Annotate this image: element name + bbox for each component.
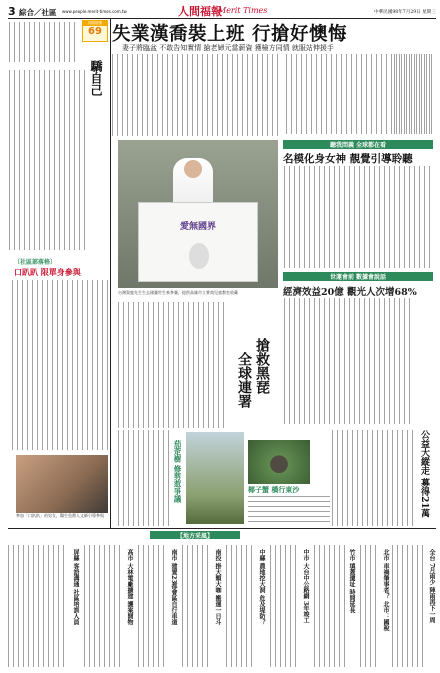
bottom-item-2: 北市 車禍肇事者？ 北市：國稅 [382,549,389,632]
bottom-text [314,545,346,667]
left-photo-caption: 參加「口趴趴」的男女，醫生免費人文師引導參與 [16,513,104,518]
left-box-title: 口趴趴 限單身參與 [14,267,81,277]
banner [138,202,258,282]
badge-number: 69 [88,26,102,37]
bottom-item-9: 屏縣 客語溝通 社區培訓人員 [72,549,79,626]
main-subhead: 妻子將臨盆 不敢告知實情 搶老婦元當薪資 獲檢方同情 就服站伸援手 [122,44,334,52]
bottom-columns [8,541,436,669]
main-headline: 失業漢喬裝上班 行搶好懊悔 [112,24,347,45]
tree-feature-text [118,430,170,526]
main-photo-caption: 台灣賀鹿先生生去國賽世生來參賽，提供高雄市立實商兒童教室收藏 [118,290,238,295]
left-box-photo [16,455,108,513]
corner-badge [82,20,108,42]
bottom-bar: 【地方采風】 [150,531,240,539]
crab-photo [248,440,310,484]
bottom-text [8,545,68,667]
tree-photo [186,432,244,524]
spoonbill-text [118,302,228,428]
right-mid-bar: 世運會前 數據會說話 [283,272,433,281]
bottom-text [392,545,426,667]
left-box-text [12,280,108,450]
left-article-text [9,22,79,62]
left-article-text [9,70,87,250]
issue-date: 中華民國98年7月29日 星期三 [373,10,436,15]
far-right-text [394,298,414,424]
crab-feature-title: 椰子蟹 橫行東沙 [248,485,300,494]
spoonbill-title-1: 搶救黑琵 [254,338,270,394]
divider [110,18,111,528]
right-mid-headline: 經濟效益20億 觀光人次增68% [283,287,417,298]
spoonbill-title-2: 全球連署 [236,352,252,408]
main-photo [118,140,278,288]
divider [8,528,436,529]
page-number: 3 [8,5,16,18]
tree-feature-title: 茄萣樹 修剪惹爭議 [173,440,182,503]
bottom-text [182,545,212,667]
crab-feature-text [248,496,330,524]
bottom-item-8: 高市 大林電廠擴建 護案開物 [126,549,133,626]
left-box-header: 〔社區部落格〕 [14,259,57,266]
bottom-text [84,545,124,667]
person-figure [173,158,213,208]
badge-label: 同勝財團 [83,21,107,26]
right-top-headline: 名模化身女神 靚覺引導聆聽 [283,153,413,165]
right-mid-text [284,298,394,424]
bottom-text [226,545,256,667]
main-article-text [112,54,280,136]
far-right-column-text [394,54,434,134]
bottom-item-7: 南市 建置23都會區自行車道 [170,549,177,626]
bottom-item-1: 全台 7月雨少 陣雨再下一周 [428,549,435,624]
far-right-title: 公益大縱走 募得21萬 [419,430,429,518]
bottom-text [138,545,168,667]
section-label: 綜合／社區 [19,8,57,17]
bottom-item-5: 中縣 農地挖大洞 危及堤防？ [258,549,265,626]
far-right-lower-text [332,430,414,526]
bottom-item-3: 竹市 填蓋遺址 時間延長 [348,549,355,614]
page-url: www.people.merit-times.com.tw [62,9,127,14]
paper-name: 人間福報 [178,5,222,18]
banner-text: 愛無國界 [179,222,216,232]
bottom-item-6: 南投 掛大顆大咖 搬運一日斗 [214,549,221,626]
right-top-bar: 聽我問義 全球都在看 [283,140,433,149]
bottom-text [360,545,380,667]
left-column-title: 驕自己 [89,60,103,96]
bottom-text [270,545,300,667]
masthead [8,5,436,19]
bird-illustration [189,243,209,269]
paper-english-name: Merit Times [218,6,268,15]
right-top-text [284,166,432,268]
bottom-item-4: 中市 大台中公路網 3年竣工 [302,549,309,624]
